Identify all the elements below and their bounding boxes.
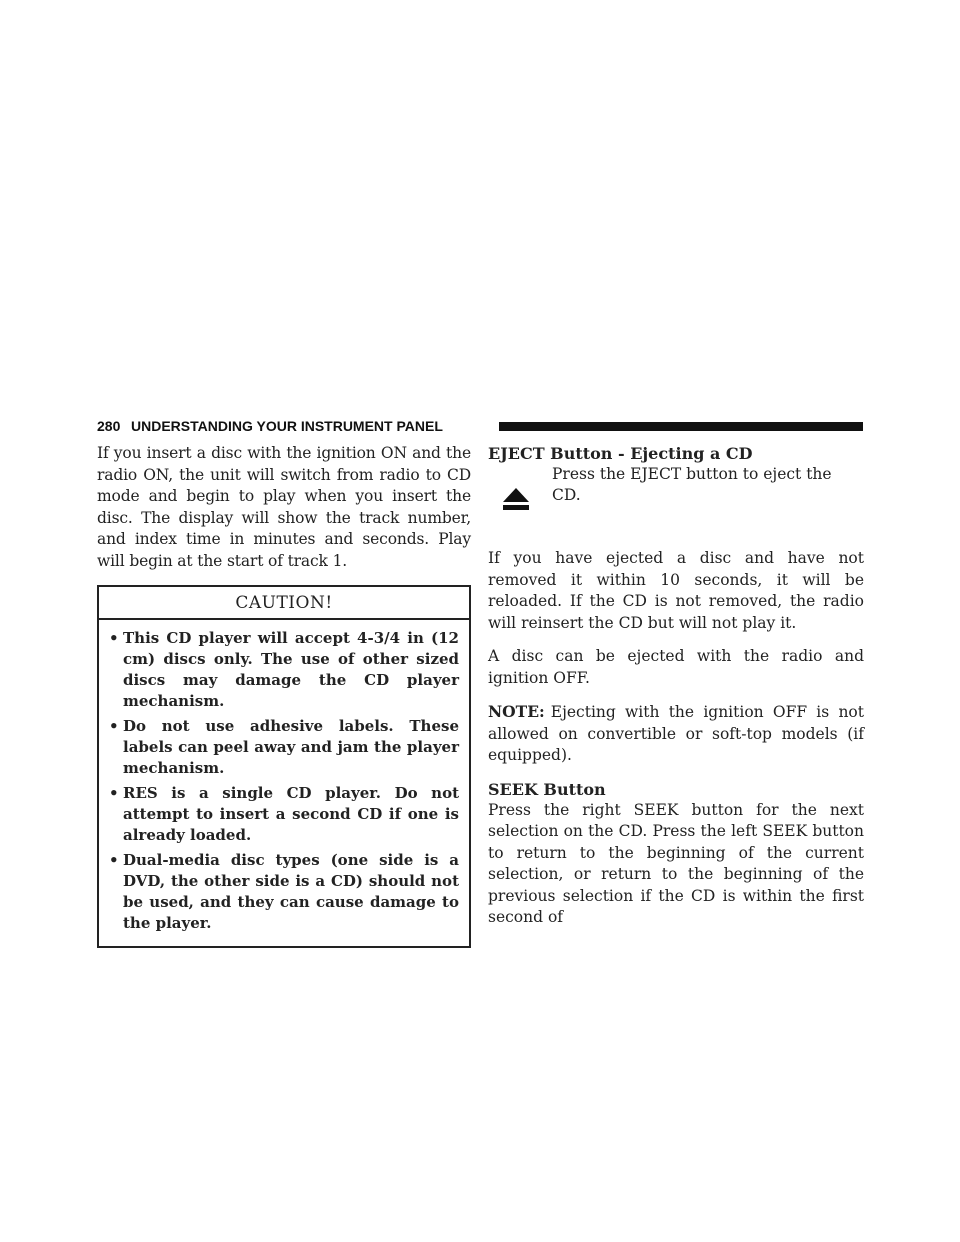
caution-item-text: This CD player will accept 4-3/4 in (12 cm) discs only. The use of other sized discs may damage the CD player mechanism. bbox=[123, 629, 459, 710]
caution-item-text: RES is a single CD player. Do not attempt to insert a second CD if one is already loaded. bbox=[123, 784, 459, 844]
header-rule bbox=[499, 422, 863, 431]
caution-item-text: Do not use adhesive labels. These labels can peel away and jam the player mechanism. bbox=[123, 717, 459, 777]
caution-item bbox=[109, 716, 459, 779]
eject-heading: EJECT Button - Ejecting a CD bbox=[488, 444, 753, 463]
eject-instruction: Press the EJECT button to eject the CD. bbox=[552, 465, 832, 504]
caution-box bbox=[97, 585, 471, 948]
reload-paragraph: If you have ejected a disc and have not removed it within 10 seconds, it will be reloaded. If the CD is not removed, the radio will reinsert the CD but will not play it. bbox=[488, 549, 864, 632]
caution-item-text: Dual-media disc types (one side is a DVD, the other side is a CD) should not be used, and they can cause damage to the player. bbox=[123, 851, 459, 932]
eject-off-paragraph: A disc can be ejected with the radio and ignition OFF. bbox=[488, 647, 864, 687]
seek-heading: SEEK Button bbox=[488, 779, 606, 799]
bullet-icon: • bbox=[109, 784, 119, 802]
caution-title: CAUTION! bbox=[99, 587, 469, 620]
bullet-icon: • bbox=[109, 629, 119, 647]
caution-item bbox=[109, 783, 459, 846]
eject-icon bbox=[502, 486, 530, 512]
seek-paragraph: Press the right SEEK button for the next selection on the CD. Press the left SEEK button to return to the beginning of the current selection, or return to the beginning of the previous selection if the CD is within the first second of bbox=[488, 800, 864, 926]
note-label: NOTE: bbox=[488, 702, 545, 721]
note-paragraph bbox=[488, 701, 864, 767]
page-header bbox=[97, 417, 863, 435]
note-text: Ejecting with the ignition OFF is not allowed on convertible or soft-top models (if equipped). bbox=[488, 703, 864, 764]
right-column bbox=[488, 443, 864, 929]
intro-paragraph: If you insert a disc with the ignition ON and the radio ON, the unit will switch from radio to CD mode and begin to play when you insert the disc. The display will show the track number, and index time in minutes and seconds. Play will begin at the start of track 1. bbox=[97, 444, 471, 570]
caution-item bbox=[109, 628, 459, 712]
caution-list bbox=[99, 620, 469, 946]
page-number: 280 bbox=[97, 418, 121, 434]
eject-row bbox=[488, 464, 864, 548]
bullet-icon: • bbox=[109, 851, 119, 869]
section-title: UNDERSTANDING YOUR INSTRUMENT PANEL bbox=[131, 418, 443, 434]
bullet-icon: • bbox=[109, 717, 119, 735]
left-column bbox=[97, 443, 471, 948]
caution-item bbox=[109, 850, 459, 934]
